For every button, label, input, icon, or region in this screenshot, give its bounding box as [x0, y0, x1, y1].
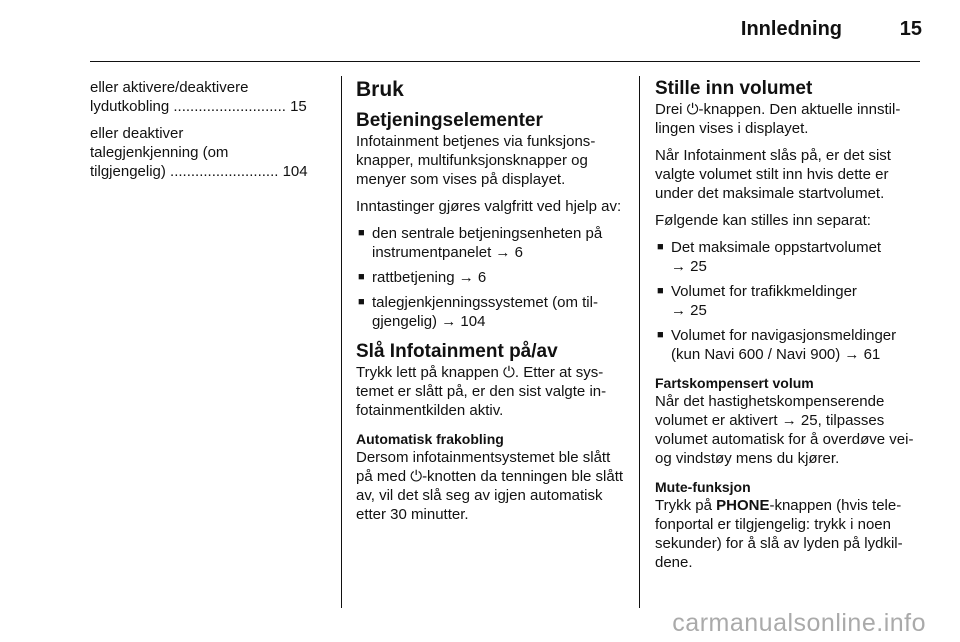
page-ref: → 25: [671, 258, 707, 275]
list-item: [356, 293, 624, 331]
paragraph: Følgende kan stilles inn separat:: [655, 212, 871, 229]
paragraph: Infotainment betjenes via funksjonsknapper, multifunksjonsknapper og menyer som vises på displayet.: [356, 133, 596, 188]
paragraph-text: -knappen (hvis telefonportal er tilgjengelig: trykk i noen sekunder) for å slå av lyden på lydkildene.: [655, 497, 903, 571]
header-divider: [90, 61, 920, 62]
heading-onoff: Slå Infotainment på/av: [356, 341, 558, 362]
toc-entry-text: talegjenkjenning (om: [90, 144, 229, 161]
page-number: 15: [899, 18, 922, 40]
page-ref: → 61: [844, 346, 881, 363]
bullet-list: [655, 238, 923, 364]
column-divider: [341, 76, 342, 608]
list-item: [356, 268, 624, 287]
list-item: [356, 224, 624, 262]
heading-volume: Stille inn volumet: [655, 78, 813, 99]
watermark: carmanualsonline.info: [672, 609, 926, 637]
list-item-text: rattbetjening: [372, 269, 455, 286]
page-ref: → 6: [458, 269, 487, 286]
page-header: [0, 0, 960, 62]
list-item: [655, 238, 923, 276]
paragraph-text: Når det hastighetskompenserende volumet er aktivert: [655, 393, 885, 429]
page-ref: → 6: [495, 244, 523, 261]
heading-speed-volume: Fartskompensert volum: [655, 375, 814, 391]
list-item: [655, 282, 923, 320]
column-divider: [639, 76, 640, 608]
column-middle: [356, 78, 624, 532]
section-title: Innledning: [740, 18, 842, 40]
toc-entry: [90, 124, 326, 181]
paragraph-text: Trykk på: [655, 497, 712, 514]
list-item-text: den sentrale betjeningsenheten på instrumentpanelet: [372, 225, 603, 261]
paragraph: [655, 496, 923, 572]
list-item-text: talegjenkjenningssystemet (om tilgjengelig): [372, 294, 598, 330]
toc-entry-text: eller deaktiver: [90, 125, 184, 142]
list-item: [655, 326, 923, 364]
heading-autooff: Automatisk frakobling: [356, 431, 504, 447]
list-item-text: Det maksimale oppstartvolumet: [671, 239, 882, 256]
phone-key-label: PHONE: [716, 497, 770, 514]
paragraph: Når Infotainment slås på, er det sist valgte volumet stilt inn hvis dette er under det maksimale startvolumet.: [655, 147, 891, 202]
paragraph: Dersom infotainmentsystemet ble slått på med ⏻-knotten da tenningen ble slått av, vil det slå seg av igjen automatisk etter 30 minutter.: [356, 449, 624, 523]
toc-entry-text: lydutkobling ........................... 15: [90, 98, 307, 115]
toc-entry: [90, 78, 326, 116]
paragraph: Trykk lett på knappen ⏻. Etter at systemet er slått på, er den sist valgte infotainmentkilden aktiv.: [356, 364, 607, 419]
paragraph: [655, 392, 923, 468]
toc-entry-text: eller aktivere/deaktivere: [90, 79, 249, 96]
list-item-text: Volumet for navigasjonsmeldinger (kun Navi 600 / Navi 900): [671, 327, 897, 363]
page-ref: → 25: [781, 412, 818, 429]
column-right: [655, 78, 923, 580]
column-left: [90, 78, 326, 189]
heading-controls: Betjeningselementer: [356, 110, 543, 131]
toc-entry-text: tilgjengelig) .......................... 104: [90, 163, 308, 180]
heading-mute: Mute-funksjon: [655, 479, 751, 495]
heading-bruk: Bruk: [356, 78, 404, 101]
page-ref: → 104: [441, 313, 486, 330]
paragraph-text: , tilpasses volumet automatisk for å overdøve vei- og vindstøy mens du kjører.: [655, 412, 914, 467]
paragraph: Drei ⏻-knappen. Den aktuelle innstillingen vises i displayet.: [655, 101, 901, 137]
page-ref: → 25: [671, 302, 707, 319]
list-item-text: Volumet for trafikkmeldinger: [671, 283, 857, 300]
bullet-list: [356, 224, 624, 331]
paragraph: Inntastinger gjøres valgfritt ved hjelp av:: [356, 198, 622, 215]
